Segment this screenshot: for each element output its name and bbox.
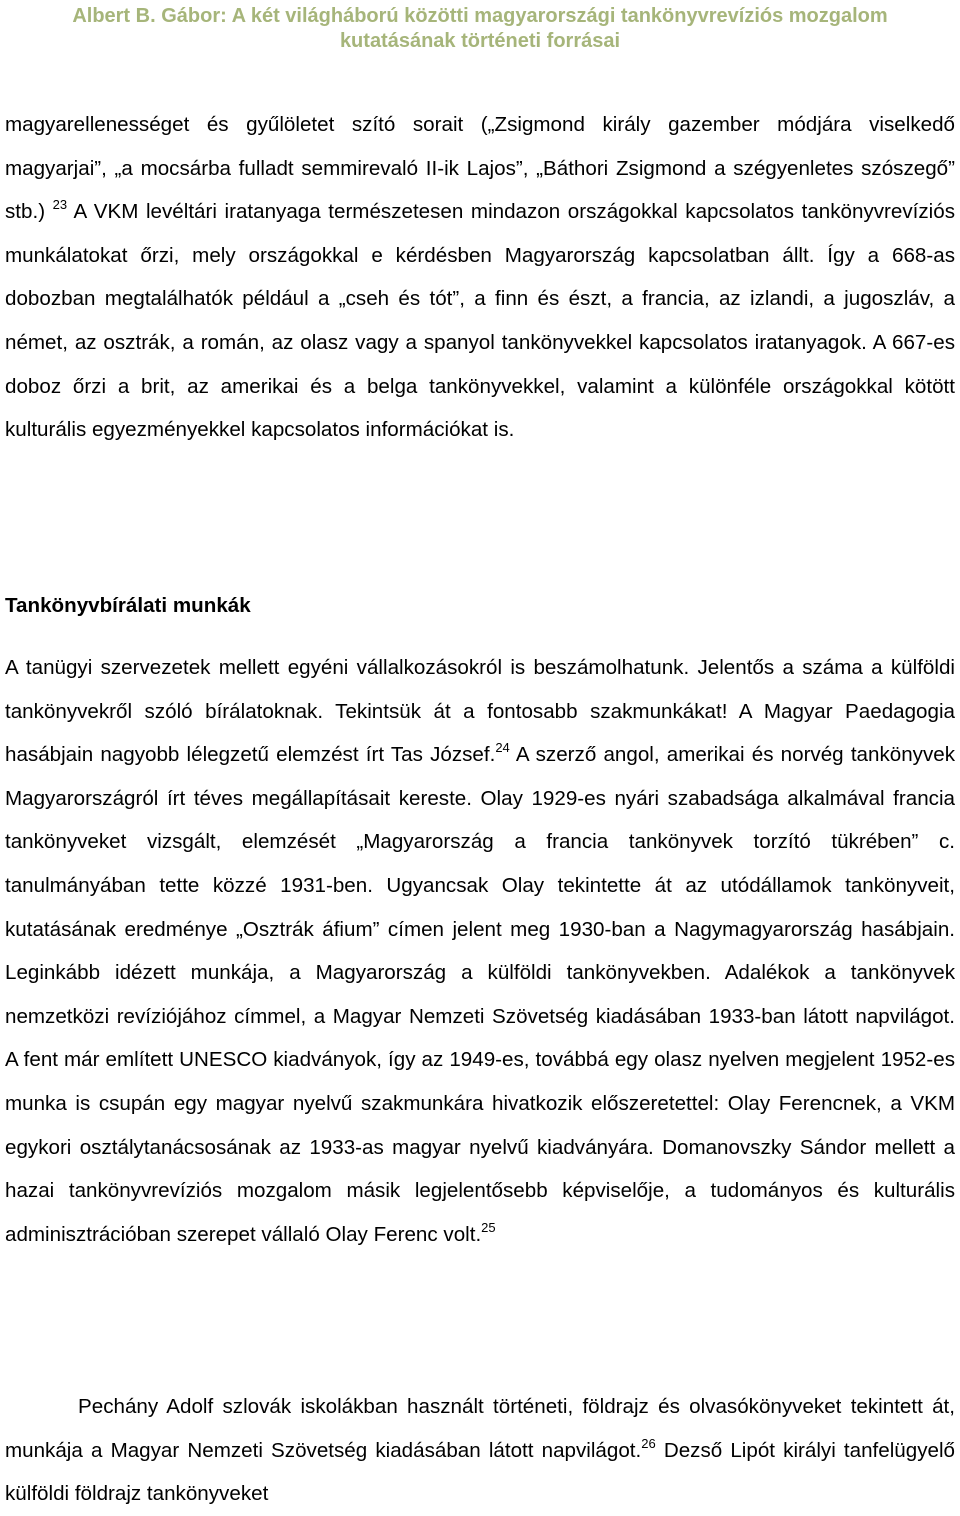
page-header	[0, 4, 960, 54]
paragraph-2-text-a: A tanügyi szervezetek mellett egyéni vállalkozásokról is beszámolhatunk. Jelentős a száma a külföldi tankönyvekről szóló bírálatoknak. Tekintsük át a fontosabb szakmunkákat! A Magyar Paedagogia hasábjain nagyobb lélegzetű elemzést írt Tas József.	[5, 656, 955, 767]
paragraph-3-text-a: Pechány Adolf szlovák iskolákban használt történeti, földrajz és olvasókönyveket tekintett át, munkája a Magyar Nemzeti Szövetség kiadásában látott napvilágot.	[5, 1395, 955, 1462]
header-line-1: Albert B. Gábor: A két világháború közötti magyarországi tankönyvrevíziós mozgalom	[72, 5, 888, 27]
paragraph-3-text-b: Dezső Lipót királyi tanfelügyelő külföldi földrajz tankönyveket	[5, 1438, 955, 1506]
paragraph-1-text-a: magyarellenességet és gyűlöletet szító sorait („Zsigmond király gazember módjára viselkedő magyarjai”, „a mocsárba fulladt semmirevaló II-ik Lajos”, „Báthori Zsigmond a szégyenletes szószegő” stb.)	[5, 113, 955, 224]
footnote-ref-25[interactable]: 25	[481, 1219, 496, 1235]
section-heading: Tankönyvbírálati munkák	[5, 594, 251, 617]
paragraph-1-text-b: A VKM levéltári iratanyaga természetesen mindazon országokkal kapcsolatos tankönyvrevíziós munkálatokat őrzi, mely országokkal e kérdésben Magyarország kapcsolatban állt. Így a 668-as dobozban megtalálhatók például a „cseh és tót”, a finn és észt, a francia, az izlandi, a jugoszláv, a német, az osztrák, a román, az olasz vagy a spanyol tankönyvekkel kapcsolatos iratanyagok. A 667-es doboz őrzi a brit, az amerikai és a belga tankönyvekkel, valamint a különféle országokkal kötött kulturális egyezményekkel kapcsolatos információkat is.	[5, 200, 955, 442]
footnote-ref-24[interactable]: 24	[495, 740, 510, 756]
body-paragraph-3	[5, 1385, 955, 1516]
body-paragraph-1	[5, 103, 955, 452]
header-line-2: kutatásának történeti forrásai	[339, 30, 621, 52]
footnote-ref-23[interactable]: 23	[52, 197, 68, 213]
body-paragraph-2	[5, 646, 955, 1256]
paragraph-2-text-b: A szerző angol, amerikai és norvég tankönyvek Magyarországról írt téves megállapításait kereste. Olay 1929-es nyári szabadsága alkalmával francia tankönyveket vizsgált, elemzését „Magyarország a francia tankönyvek torzító tükrében” c. tanulmányában tette közzé 1931-ben. Ugyancsak Olay tekintette át az utódállamok tankönyveit, kutatásának eredménye „Osztrák áfium” címen jelent meg 1930-ban a Nagymagyarország hasábjain. Leginkább idézett munkája, a Magyarország a külföldi tankönyvekben. Adalékok a tankönyvek nemzetközi revíziójához címmel, a Magyar Nemzeti Szövetség kiadásában 1933-ban látott napvilágot. A fent már említett UNESCO kiadványok, így az 1949-es, továbbá egy olasz nyelven megjelent 1952-es munka is csupán egy magyar nyelvű szakmunkára hivatkozik előszeretettel: Olay Ferencnek, a VKM egykori osztálytanácsosának az 1933-as magyar nyelvű kiadványára. Domanovszky Sándor mellett a hazai tankönyvrevíziós mozgalom másik legjelentősebb képviselője, a tudományos és kulturális adminisztrációban szerepet vállaló Olay Ferenc volt.	[5, 743, 955, 1246]
footnote-ref-26[interactable]: 26	[641, 1435, 656, 1451]
